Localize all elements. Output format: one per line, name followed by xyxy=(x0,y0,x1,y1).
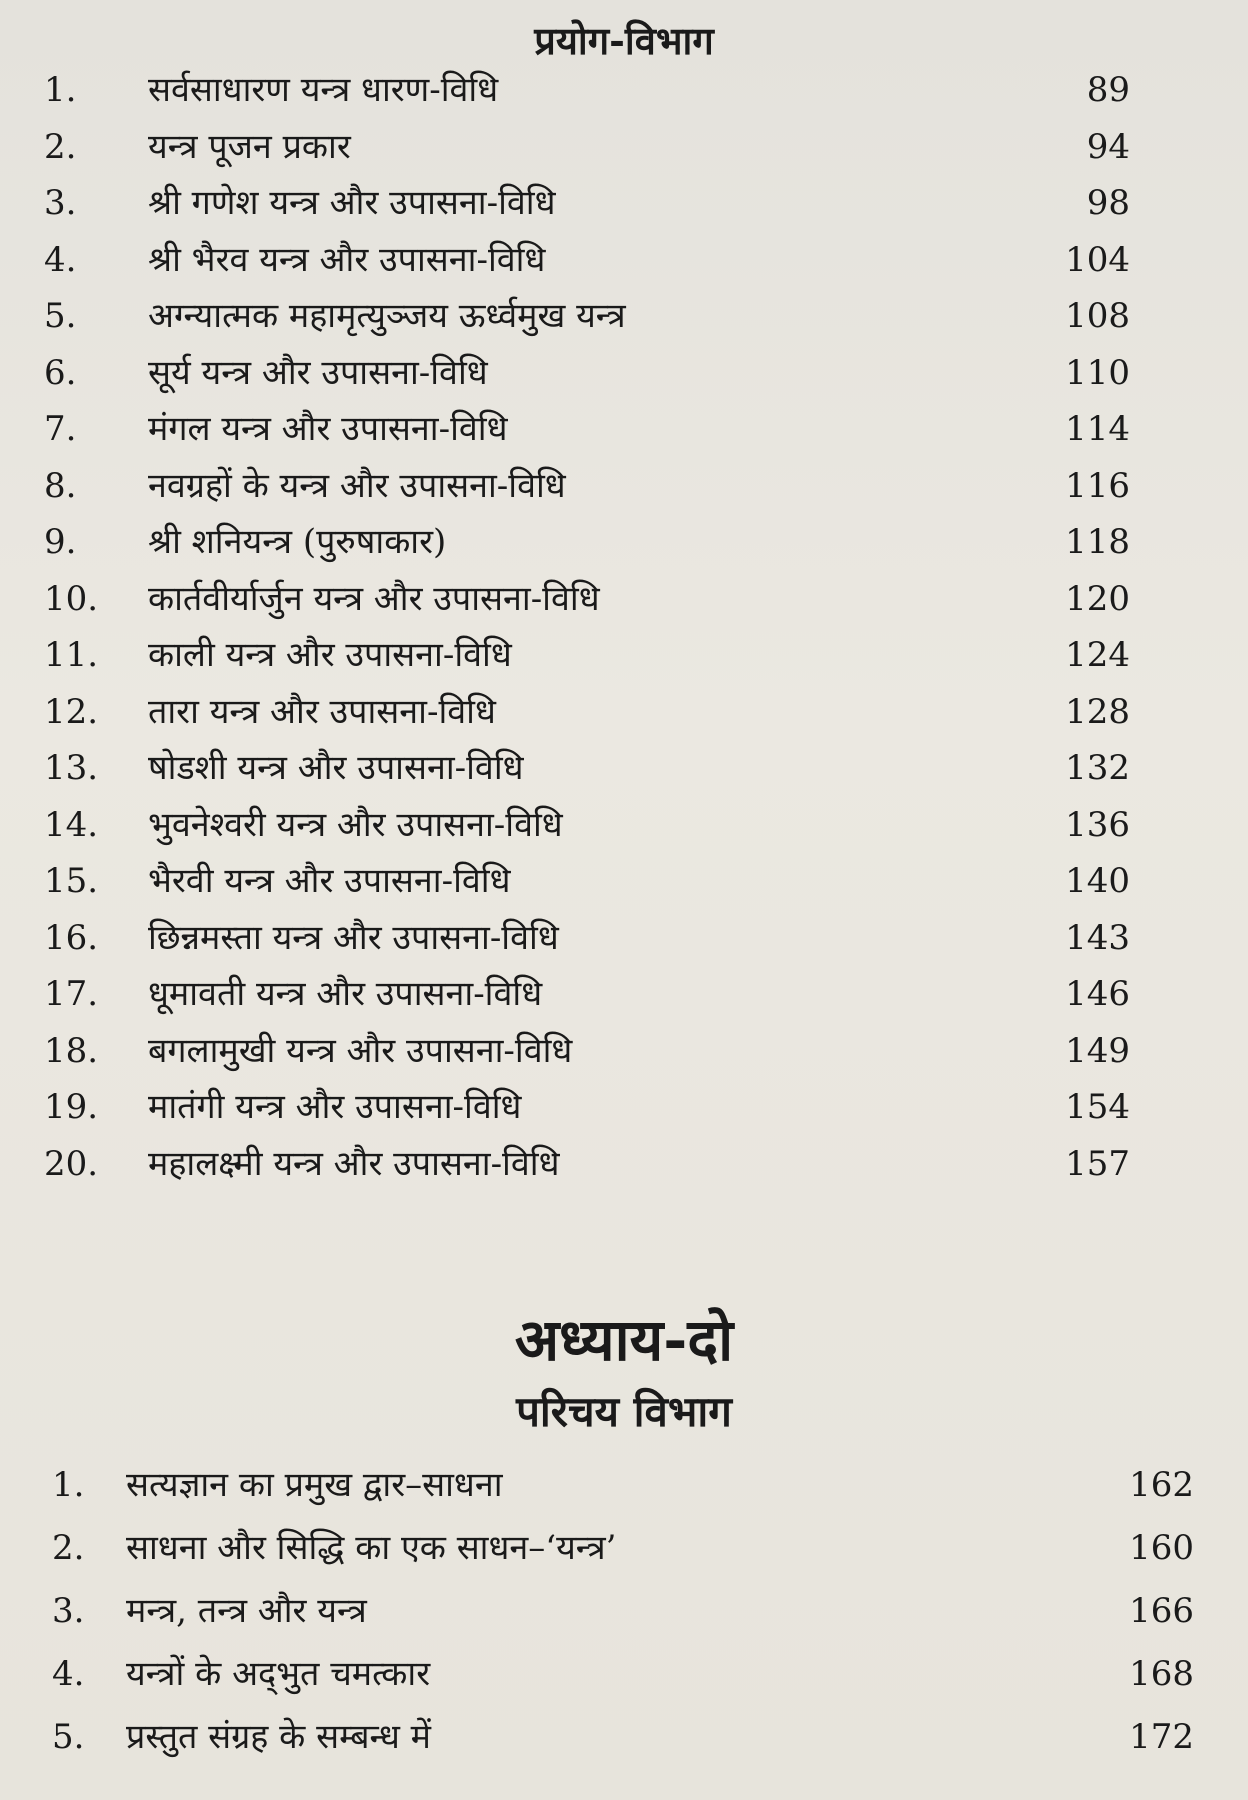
entry-title: छिन्नमस्ता यन्त्र और उपासना-विधि xyxy=(148,917,559,958)
entry-page-number: 118 xyxy=(1065,522,1130,562)
entry-title: काली यन्त्र और उपासना-विधि xyxy=(148,635,512,675)
entry-number: 5. xyxy=(52,1717,85,1757)
toc-entry xyxy=(44,743,1130,793)
section-title-parichay: परिचय विभाग xyxy=(516,1387,732,1436)
entry-title: सर्वसाधारण यन्त्र धारण-विधि xyxy=(148,70,499,110)
entry-number: 19. xyxy=(44,1087,99,1127)
section-title-prayog: प्रयोग-विभाग xyxy=(534,18,714,63)
entry-page-number: 166 xyxy=(1129,1591,1194,1631)
entry-page-number: 149 xyxy=(1065,1030,1130,1071)
entry-title: धूमावती यन्त्र और उपासना-विधि xyxy=(148,974,543,1014)
toc-entry xyxy=(44,1082,1130,1132)
entry-title: भुवनेश्वरी यन्त्र और उपासना-विधि xyxy=(148,804,563,845)
entry-title: प्रस्तुत संग्रह के सम्बन्ध में xyxy=(126,1717,431,1757)
entry-page-number: 172 xyxy=(1129,1717,1194,1757)
entry-title: षोडशी यन्त्र और उपासना-विधि xyxy=(148,748,524,788)
entry-number: 6. xyxy=(44,352,77,393)
entry-number: 12. xyxy=(44,691,99,732)
entry-page-number: 124 xyxy=(1065,635,1130,675)
entry-page-number: 89 xyxy=(1086,70,1130,110)
toc-entry xyxy=(44,461,1130,511)
toc-entry xyxy=(44,235,1130,285)
entry-number: 4. xyxy=(44,239,77,280)
entry-title: सत्यज्ञान का प्रमुख द्वार–साधना xyxy=(126,1465,503,1505)
toc-entry xyxy=(44,574,1130,624)
entry-page-number: 143 xyxy=(1065,917,1130,958)
toc-entry xyxy=(44,969,1130,1019)
entry-title: श्री भैरव यन्त्र और उपासना-विधि xyxy=(148,239,546,280)
entry-page-number: 160 xyxy=(1129,1528,1194,1568)
entry-number: 5. xyxy=(44,296,77,336)
entry-page-number: 168 xyxy=(1129,1654,1194,1694)
entry-title: महालक्ष्मी यन्त्र और उपासना-विधि xyxy=(148,1143,560,1184)
toc-entry xyxy=(44,517,1130,567)
entry-number: 17. xyxy=(44,974,99,1014)
entry-page-number: 128 xyxy=(1065,691,1130,732)
toc-entry xyxy=(44,913,1130,963)
entry-page-number: 154 xyxy=(1065,1087,1130,1127)
entry-title: श्री गणेश यन्त्र और उपासना-विधि xyxy=(148,183,556,223)
entry-number: 3. xyxy=(44,183,77,223)
chapter-heading: अध्याय-दो xyxy=(514,1306,734,1374)
entry-number: 18. xyxy=(44,1030,99,1071)
toc-entry xyxy=(44,348,1130,398)
entry-page-number: 136 xyxy=(1065,804,1130,845)
entry-number: 20. xyxy=(44,1143,99,1184)
toc-entry xyxy=(52,1649,1194,1699)
toc-entry xyxy=(44,800,1130,850)
entry-title: मंगल यन्त्र और उपासना-विधि xyxy=(148,409,508,449)
entry-page-number: 104 xyxy=(1065,239,1130,280)
entry-number: 11. xyxy=(44,635,99,675)
toc-entry xyxy=(44,687,1130,737)
entry-title: तारा यन्त्र और उपासना-विधि xyxy=(148,691,496,732)
toc-entry xyxy=(52,1523,1194,1573)
entry-number: 2. xyxy=(52,1528,85,1568)
entry-number: 7. xyxy=(44,409,77,449)
entry-page-number: 94 xyxy=(1086,126,1130,167)
toc-entry xyxy=(44,178,1130,228)
toc-entry xyxy=(52,1460,1194,1510)
entry-page-number: 146 xyxy=(1065,974,1130,1014)
entry-number: 15. xyxy=(44,861,99,901)
toc-entry xyxy=(52,1586,1194,1636)
entry-title: सूर्य यन्त्र और उपासना-विधि xyxy=(148,352,488,393)
toc-entry xyxy=(44,856,1130,906)
entry-page-number: 140 xyxy=(1065,861,1130,901)
entry-number: 1. xyxy=(44,70,77,110)
entry-page-number: 132 xyxy=(1065,748,1130,788)
toc-entry xyxy=(52,1712,1194,1762)
entry-number: 8. xyxy=(44,465,77,506)
entry-page-number: 110 xyxy=(1065,352,1130,393)
entry-number: 3. xyxy=(52,1591,85,1631)
entry-page-number: 108 xyxy=(1065,296,1130,336)
entry-page-number: 120 xyxy=(1065,578,1130,619)
entry-title: मन्त्र, तन्त्र और यन्त्र xyxy=(126,1591,367,1631)
entry-title: कार्तवीर्यार्जुन यन्त्र और उपासना-विधि xyxy=(148,578,600,619)
entry-number: 9. xyxy=(44,522,77,562)
entry-title: भैरवी यन्त्र और उपासना-विधि xyxy=(148,861,511,901)
entry-title: अग्न्यात्मक महामृत्युञ्जय ऊर्ध्वमुख यन्त्र xyxy=(148,296,626,336)
toc-entry xyxy=(44,291,1130,341)
entry-number: 4. xyxy=(52,1654,85,1694)
entry-number: 16. xyxy=(44,917,99,958)
entry-title: यन्त्र पूजन प्रकार xyxy=(148,126,351,167)
entry-number: 1. xyxy=(52,1465,85,1505)
toc-entry xyxy=(44,1139,1130,1189)
entry-title: मातंगी यन्त्र और उपासना-विधि xyxy=(148,1087,522,1127)
entry-number: 14. xyxy=(44,804,99,845)
entry-number: 2. xyxy=(44,126,77,167)
entry-title: श्री शनियन्त्र (पुरुषाकार) xyxy=(148,522,447,562)
entry-page-number: 98 xyxy=(1086,183,1130,223)
toc-entry xyxy=(44,122,1130,172)
toc-entry xyxy=(44,65,1130,115)
toc-entry xyxy=(44,1026,1130,1076)
toc-entry xyxy=(44,404,1130,454)
entry-title: बगलामुखी यन्त्र और उपासना-विधि xyxy=(148,1030,573,1071)
entry-title: नवग्रहों के यन्त्र और उपासना-विधि xyxy=(148,465,566,506)
entry-number: 10. xyxy=(44,578,99,619)
toc-entry xyxy=(44,630,1130,680)
entry-page-number: 114 xyxy=(1065,409,1130,449)
entry-page-number: 157 xyxy=(1065,1143,1130,1184)
entry-title: यन्त्रों के अद्‌भुत चमत्कार xyxy=(126,1654,431,1694)
entry-page-number: 116 xyxy=(1065,465,1130,506)
entry-title: साधना और सिद्धि का एक साधन–‘यन्त्र’ xyxy=(126,1528,617,1568)
entry-number: 13. xyxy=(44,748,99,788)
entry-page-number: 162 xyxy=(1129,1465,1194,1505)
